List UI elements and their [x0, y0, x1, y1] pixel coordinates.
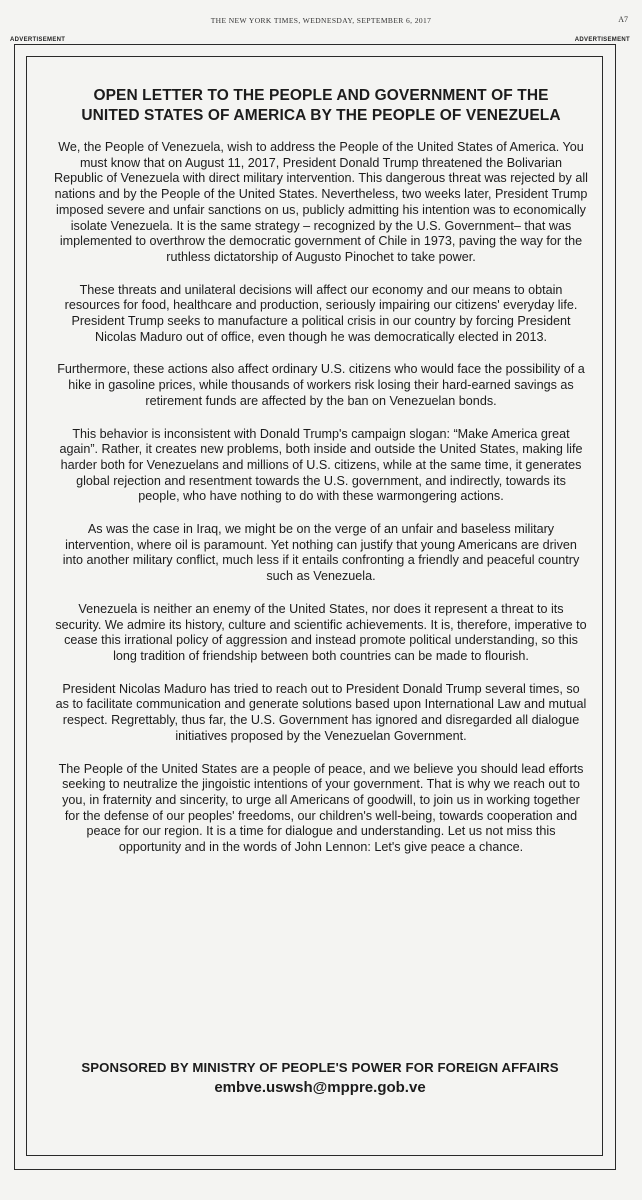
page-number: A7 — [618, 15, 628, 24]
advertisement-label-left: ADVERTISEMENT — [10, 37, 66, 43]
letter-paragraph: As was the case in Iraq, we might be on the verge of an unfair and baseless military intervention, where oil is paramount. Yet nothing can justify that young Americans are driven into another military conflict, much less if it entails confronting a friendly and peaceful country such as Venezuela. — [62, 522, 580, 584]
letter-paragraph: Furthermore, these actions also affect ordinary U.S. citizens who would face the possibility of a hike in gasoline prices, while thousands of workers risk losing their hard-earned savings as retirement funds are affected by the ban on Venezuelan bonds. — [57, 362, 585, 408]
letter-paragraph: We, the People of Venezuela, wish to address the People of the United States of America. You must know that on August 11, 2017, President Donald Trump threatened the Bolivarian Republic of Venezuela with direct military intervention. This dangerous threat was rejected by all nations and by the People of the United States. Nevertheless, two weeks later, President Trump imposed severe and unfair sanctions on us, publicly admitting his intention was to economically isolate Venezuela. It is the same strategy – recognized by the U.S. Government– that was implemented to overthrow the democratic government of Chile in 1973, paving the way for the ruthless dictatorship of Augusto Pinochet to take power. — [54, 140, 588, 264]
letter-title-line-2: UNITED STATES OF AMERICA BY THE PEOPLE OF VENEZUELA — [81, 107, 561, 124]
letter-paragraph: These threats and unilateral decisions will affect our economy and our means to obtain resources for food, healthcare and production, seriously impairing our citizens' everyday life. President Trump seeks to manufacture a political crisis in our country by forcing President Nicolas Maduro out of office, even though he was democratically elected in 2013. — [64, 282, 578, 344]
letter-content — [54, 86, 588, 873]
letter-paragraph: Venezuela is neither an enemy of the United States, nor does it represent a threat to its security. We admire its history, culture and scientific achievements. It is, therefore, imperative to cease this irrational policy of aggression and instead promote political understanding, so this long tradition of friendship between both countries can be made to flourish. — [55, 601, 587, 663]
signoff-block — [40, 1060, 600, 1096]
sponsor-line: SPONSORED BY MINISTRY OF PEOPLE'S POWER FOR FOREIGN AFFAIRS — [81, 1060, 559, 1075]
letter-paragraph: President Nicolas Maduro has tried to reach out to President Donald Trump several times, so as to facilitate communication and generate solutions based upon International Law and mutual respect. Regrettably, thus far, the U.S. Government has ignored and disregarded all dialogue initiatives proposed by the Venezuelan Government. — [55, 681, 587, 743]
letter-title — [54, 86, 588, 126]
letter-title-line-1: OPEN LETTER TO THE PEOPLE AND GOVERNMENT OF THE — [93, 87, 549, 104]
letter-paragraph: This behavior is inconsistent with Donald Trump's campaign slogan: “Make America great again”. Rather, it creates new problems, both inside and outside the United States, making life harder both for Venezuelans and millions of U.S. citizens, while at the same time, it generates global rejection and resentment towards the U.S. government, and indirectly, towards its people, who have nothing to do with these warmongering actions. — [59, 426, 583, 504]
letter-paragraph: The People of the United States are a people of peace, and we believe you should lead efforts seeking to neutralize the jingoistic intentions of your government. That is why we reach out to you, in fraternity and sincerity, to urge all Americans of goodwill, to join us in working together for the defense of our peoples' freedoms, our children's well-being, towards cooperation and peace for our region. It is a time for dialogue and understanding. Let us not miss this opportunity and in the words of John Lennon: Let's give peace a chance. — [58, 761, 584, 855]
contact-email: embve.uswsh@mppre.gob.ve — [214, 1079, 426, 1096]
masthead-line: THE NEW YORK TIMES, WEDNESDAY, SEPTEMBER 6, 2017 — [210, 16, 432, 25]
advertisement-label-right: ADVERTISEMENT — [574, 37, 630, 43]
